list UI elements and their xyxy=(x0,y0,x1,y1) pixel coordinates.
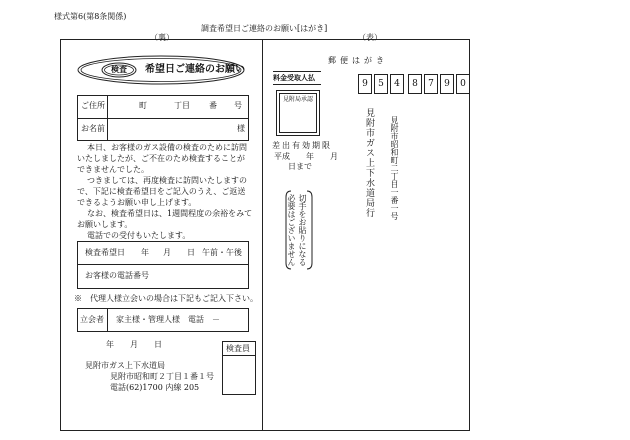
deadline-line-2: 平成 年 月 xyxy=(274,152,338,161)
name-label: お名前 xyxy=(81,124,105,133)
body-line-8: お願いします。 xyxy=(77,220,133,229)
address-part-chome[interactable]: 丁目 xyxy=(174,101,190,110)
deadline-line-1: 差出有効期限 xyxy=(272,141,332,150)
body-line-6: できるようお願い申し上げます。 xyxy=(77,198,197,207)
address-part-ban[interactable]: 番 xyxy=(209,101,217,110)
body-line-2: いたしましたが、ご不在のため検査することが xyxy=(77,154,245,163)
inspector-label: 検査員 xyxy=(226,344,250,353)
recipient-address: 見附市昭和町二丁目一番一号 xyxy=(390,116,399,220)
witness-fields[interactable]: 家主様・管理人様 電話 － xyxy=(116,315,220,324)
postage-office-label: 見附局承認 xyxy=(283,96,314,103)
phone-label[interactable]: お客様の電話番号 xyxy=(85,271,149,280)
banner-title: 希望日ご連絡のお願い xyxy=(145,64,245,75)
inspector-divider xyxy=(222,355,256,356)
inspection-request-divider xyxy=(77,264,249,265)
front-side-label: （表） xyxy=(358,33,382,42)
deadline-line-3: 日まで xyxy=(288,162,312,171)
zip-digit-3[interactable]: 4 xyxy=(390,74,404,94)
proxy-note: ※ 代理人様立会いの場合は下記もご記入下さい。 xyxy=(74,294,258,303)
name-suffix[interactable]: 様 xyxy=(237,124,245,133)
address-part-town[interactable]: 町 xyxy=(139,101,147,110)
date-part-ampm[interactable]: 午前・午後 xyxy=(202,248,242,257)
date-part-year[interactable]: 年 xyxy=(141,248,149,257)
witness-label: 立会者 xyxy=(80,315,104,324)
issuer-line-2: 見附市昭和町２丁目１番１号 xyxy=(110,372,214,381)
issue-date-line: 年 月 日 xyxy=(106,340,162,349)
stamp-note-line-1: 切手をお貼りになる xyxy=(298,194,307,266)
postage-permit-line-bottom xyxy=(273,84,321,85)
issuer-line-3: 電話(62)1700 内線 205 xyxy=(110,383,200,392)
zip-digit-4[interactable]: 8 xyxy=(408,74,422,94)
page-title: 調査希望日ご連絡のお願い[はがき] xyxy=(201,24,328,33)
body-line-1: 本日、お客様のガス設備の検査のために訪問 xyxy=(87,143,247,152)
zip-digit-6[interactable]: 9 xyxy=(440,74,454,94)
body-line-7: なお、検査希望日は、1週間程度の余裕をみて xyxy=(87,209,253,218)
body-line-4: つきましては、再度検査に訪問いたしますの xyxy=(87,176,247,185)
stamp-note-line-2: 必要はございません xyxy=(287,194,296,266)
zip-digit-5[interactable]: 7 xyxy=(424,74,438,94)
back-side-label: （裏） xyxy=(150,33,174,42)
witness-divider xyxy=(107,308,108,332)
address-name-divider xyxy=(77,118,249,119)
fold-divider xyxy=(262,39,263,431)
postage-permit-label: 料金受取人払 xyxy=(273,73,315,82)
zip-digit-7[interactable]: 0 xyxy=(456,74,470,94)
body-line-3: できませんでした。 xyxy=(77,165,149,174)
address-label: ご住所 xyxy=(81,101,105,110)
zip-digit-2[interactable]: 5 xyxy=(374,74,388,94)
postage-permit-line-top xyxy=(273,71,321,72)
recipient-name: 見附市ガス上下水道局行 xyxy=(364,108,374,218)
badge-label: 検査 xyxy=(111,65,127,74)
issuer-line-1: 見附市ガス上下水道局 xyxy=(85,361,165,370)
form-number: 様式第6(第8条関係) xyxy=(54,12,127,21)
date-part-month[interactable]: 月 xyxy=(163,248,171,257)
banner xyxy=(77,55,245,85)
postcard-label: 郵便はがき xyxy=(328,56,388,65)
body-line-5: で、下記に検査希望日をご記入のうえ、ご返送 xyxy=(77,187,246,196)
inspection-date-label: 検査希望日 xyxy=(85,248,125,257)
address-part-go[interactable]: 号 xyxy=(234,101,242,110)
zip-digit-1[interactable]: 9 xyxy=(358,74,372,94)
body-line-9: 電話での受付もいたします。 xyxy=(87,231,191,240)
date-part-day[interactable]: 日 xyxy=(187,248,195,257)
badge-frame xyxy=(101,62,137,78)
label-column-divider xyxy=(107,95,108,141)
